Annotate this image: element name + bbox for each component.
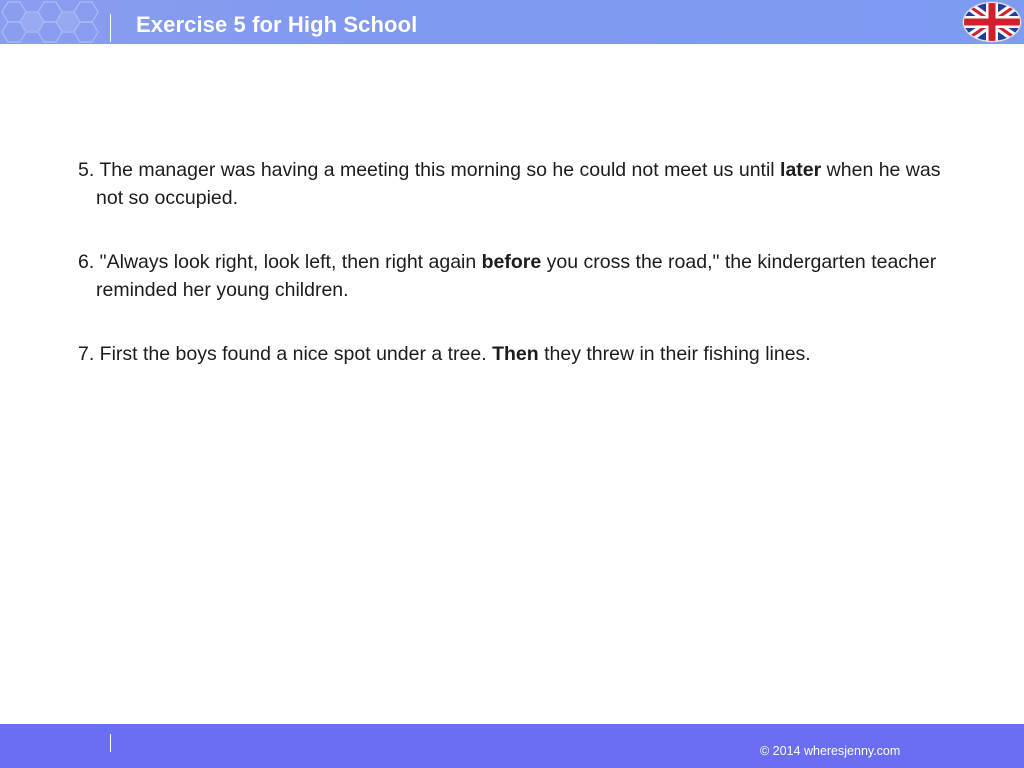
- uk-flag-icon[interactable]: [962, 1, 1022, 43]
- item-text-before: 5. The manager was having a meeting this morning so he could not meet us until: [78, 159, 781, 181]
- item-text-after: they threw in their fishing lines.: [538, 343, 811, 365]
- exercise-item-7: [78, 340, 958, 368]
- item-answer-word: before: [481, 251, 542, 273]
- footer-divider: [110, 734, 111, 752]
- exercise-item-5: [78, 156, 958, 212]
- item-text-after: you cross the road," the kindergarten teacher reminded her young children.: [96, 251, 937, 301]
- item-text-before: 7. First the boys found a nice spot under a tree.: [78, 343, 493, 365]
- page-title: Exercise 5 for High School: [136, 12, 418, 37]
- item-answer-word: Then: [492, 343, 539, 365]
- header-divider: [110, 14, 111, 42]
- item-answer-word: later: [780, 159, 822, 181]
- footer-bar: [0, 724, 1024, 768]
- item-text-after: when he was not so occupied.: [96, 159, 941, 209]
- item-text-before: 6. "Always look right, look left, then right again: [78, 251, 482, 273]
- exercise-item-6: [78, 248, 958, 304]
- header-bar: [0, 0, 1024, 44]
- copyright-text: © 2014 wheresjenny.com: [760, 744, 901, 758]
- exercise-content: [78, 156, 958, 404]
